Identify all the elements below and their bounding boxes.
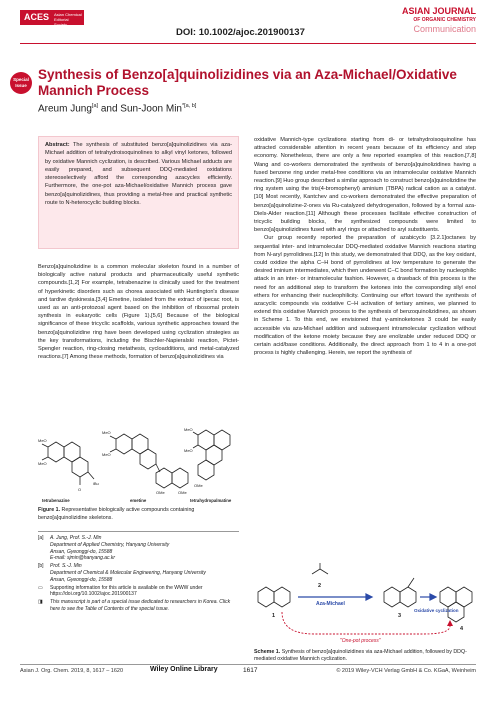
affiliation-b bbox=[38, 563, 239, 583]
figure-1 bbox=[38, 425, 239, 505]
author-2-affil: *[a, b] bbox=[182, 103, 197, 109]
figure-label-emetine: emetine bbox=[130, 498, 147, 503]
svg-text:MeO: MeO bbox=[184, 448, 193, 453]
aces-logo-text: ACES bbox=[24, 12, 50, 22]
svg-text:MeO: MeO bbox=[38, 461, 47, 466]
compound-1-number: 1 bbox=[272, 613, 276, 619]
body-right-column bbox=[254, 136, 476, 357]
svg-text:iBu: iBu bbox=[93, 481, 99, 486]
aces-logo-subtitle: Asian Chemical Editorial Society bbox=[54, 12, 82, 27]
scheme-1-caption bbox=[254, 649, 476, 663]
figure-label-tetrahydropalmatine: tetrahydropalmatine bbox=[190, 498, 232, 503]
body-paragraph: Benzo[a]quinolizidine is a common molecular skeleton found in a number of biologically active natural products and pharmaceutically useful synthetic compounds.[1,2] For example, tetrabenazine is clinically used for the treatment of hyperkinetic disorders such as chorea associated with Huntington's disease and tardive dyskinesia.[3,4] Emetine, isolated from the extract of ipecac root, is used as an anti-protozoal agent based on the inhibition of ribosomal protein synthesis in eukaryotic cells (Figure 1).[5,6] Because of the biological significance of these tricyclic scaffolds, various synthetic approaches toward the benzo[a]quinolizidine ring have been developed using cyclization strategies as the key transformations, including the Bischler-Napieralski reaction, Pictet-Spengler reaction, ring-closing metathesis, cycloadditions, and metal-catalyzed reactions.[7] Among these methods, formation of benzo[a]quinolizidines via bbox=[38, 264, 239, 361]
abstract-label: Abstract: bbox=[45, 142, 70, 148]
footnotes bbox=[38, 535, 239, 614]
author-2: Sun-Joon Min bbox=[120, 103, 182, 115]
author-conjunction: and bbox=[98, 103, 121, 115]
header-divider bbox=[20, 43, 476, 44]
footnote-divider bbox=[38, 531, 239, 532]
page-number: 1617 bbox=[243, 667, 258, 674]
scheme-1-caption-text: Synthesis of benzo[a]quinolizidines via aza-Michael addition, followed by DDQ-mediated oxidative Mannich cyclization. bbox=[254, 649, 467, 663]
svg-text:OMe: OMe bbox=[194, 483, 203, 488]
body-paragraph: Our group recently reported the preparation of azabicyclo [3.2.1]octanes by sequential inter- and intramolecular DDQ-mediated oxidative Mannich reactions starting from N-aryl pyrrolidines.[12] In this study, we demonstrated that DDQ, as the key oxidant, could oxidize the alpha C–H bond of pyrrolidines at low temperature to generate the desired iminium intermediates, which then underwent C–C bond formation by nucleophilic attack in an inter- or intramolecular fashion. However, a drawback of this process is the need for an additional step to transform the ketones into the corresponding silyl enol ethers for enhancing their nucleophilicity. Continuing our effort toward the synthesis of azacyclic compounds via oxidative C–H activation of tertiary amines, we planned to extend this oxidative Mannich process to the synthesis of benzoquinolizidines, as shown in Scheme 1. To this end, we envisioned that γ-aminoketones 3 could be easily accessible via aza-Michael addition and subsequent intramolecular cyclization without modification of the ketone moiety because they are enolizable under reduced DDQ or certain acid/base conditions. Additionally, the direct approach from 1 to 4 in a one-pot process is highly challenging. Herein, we report the synthesis of bbox=[254, 235, 476, 357]
journal-logo bbox=[402, 7, 476, 34]
article-title: Synthesis of Benzo[a]quinolizidines via an Aza-Michael/Oxidative Mannich Process bbox=[38, 67, 457, 98]
special-issue-note[interactable] bbox=[38, 599, 239, 613]
special-issue-icon: ◨ bbox=[38, 599, 43, 606]
body-left-column bbox=[38, 263, 239, 361]
wiley-online-library-link[interactable]: Wiley Online Library bbox=[150, 666, 218, 673]
figure-1-caption-label: Figure 1. bbox=[38, 507, 61, 513]
footer-divider bbox=[20, 664, 476, 665]
author-list bbox=[38, 103, 196, 114]
figure-1-caption bbox=[38, 507, 239, 522]
special-issue-badge: Special Issue bbox=[10, 72, 32, 94]
scheme-label-aza-michael: Aza-Michael bbox=[316, 601, 345, 607]
journal-subname: OF ORGANIC CHEMISTRY bbox=[413, 17, 476, 23]
body-paragraph: oxidative Mannich-type cyclizations starting from di- or tetrahydroisoquinoline has attracted considerable attention in recent years because of its efficiency and step economy. Nonetheless, there are only a few reported examples of this reaction.[7,8] Wang and co-workers demonstrated the synthesis of benzo[a]quinolizidines having a fused benzene ring under metal-free conditions via an intramolecular oxidative Mannich reaction.[9] Huo group described a similar approach to construct benzo[a]quinolizidine the ring system using the tris(4-bromophenyl) aminium (TBPA) radical cation as a catalyst.[10] Most recently, Kantchev and co-workers demonstrated the effective preparation of benzo[a]quinolizine-2-ones via Ru-catalyzed dehydrogenation, followed by a formal aza-Diels-Alder reaction.[11] Although these processes facilitate effective construction of tricyclic building blocks, the synthesized compounds were limited to benzo[a]quinolizidines fused with aryl rings or attached to aryl substituents. bbox=[254, 137, 477, 234]
svg-text:O: O bbox=[78, 487, 82, 492]
compound-3-number: 3 bbox=[398, 613, 402, 619]
affiliation-a bbox=[38, 535, 239, 562]
footer-citation: Asian J. Org. Chem. 2019, 8, 1617 – 1620 bbox=[20, 668, 124, 674]
figure-1-caption-text: Representative biologically active compounds containing benzo[a]quinolizidine skeletons. bbox=[38, 507, 195, 521]
affiliation-a-text: A. Jung, Prof. S.-J. Min Department of Applied Chemistry, Hanyang University Ansan, Gyeonggi-do, 15588 E-mail: sjmin@hanyang.ac.kr bbox=[50, 535, 170, 562]
affiliation-b-tag: [b] bbox=[38, 563, 44, 570]
scheme-label-one-pot: "One-pot process" bbox=[340, 638, 381, 644]
footer-copyright: © 2019 Wiley-VCH Verlag GmbH & Co. KGaA, Weinheim bbox=[336, 668, 476, 674]
svg-text:MeO: MeO bbox=[102, 452, 111, 457]
author-1-affil: [a] bbox=[91, 103, 99, 109]
scheme-1-caption-label: Scheme 1. bbox=[254, 649, 281, 655]
svg-text:OMe: OMe bbox=[178, 490, 187, 495]
article-type: Communication bbox=[413, 24, 476, 34]
supporting-info-text[interactable]: Supporting information for this article is available on the WWW under https://doi.org/10.1002/ajoc.201900137 bbox=[50, 584, 203, 598]
scheme-label-oxidative: Oxidative cyclization bbox=[414, 608, 459, 613]
scheme-1-graphic bbox=[254, 562, 476, 648]
figure-label-tetrabenazine: tetrabenazine bbox=[42, 498, 70, 503]
abstract-box bbox=[38, 136, 239, 249]
svg-text:OMe: OMe bbox=[156, 490, 165, 495]
affiliation-a-tag: [a] bbox=[38, 535, 44, 541]
scheme-1 bbox=[254, 562, 476, 648]
svg-text:MeO: MeO bbox=[102, 430, 111, 435]
svg-text:MeO: MeO bbox=[38, 438, 47, 443]
document-icon: ▭ bbox=[38, 584, 43, 591]
aces-logo bbox=[20, 10, 84, 25]
compound-2-number: 2 bbox=[318, 583, 322, 589]
affiliation-b-text: Prof. S.-J. Min Department of Chemical & Molecular Engineering, Hanyang University Ansan, Gyeonggi-do, 15588 bbox=[50, 563, 206, 583]
journal-name: ASIAN JOURNAL bbox=[401, 6, 476, 16]
supporting-info[interactable] bbox=[38, 585, 239, 599]
doi-text[interactable]: DOI: 10.1002/ajoc.201900137 bbox=[176, 27, 305, 38]
compound-4-number: 4 bbox=[460, 626, 464, 632]
figure-1-structures bbox=[38, 425, 239, 505]
special-issue-note-text[interactable]: This manuscript is part of a special issue dedicated to researchers in Korea. Click here to see the Table of Contents of the special issue. bbox=[50, 599, 231, 612]
abstract-text: The synthesis of substituted benzo[a]quinolizidines via aza-Michael addition of tetrahydroisoquinolines to alkyl vinyl ketones, followed by oxidative Mannich cyclization, is described. Various Michael adducts are easily prepared, and subsequent DDQ-mediated oxidations stereoselectively afford the corresponding azacycles efficiently. Furthermore, the one-pot aza-Michael/oxidative Mannich process gave benzo[a]quinolizidines, thus providing a metal-free and practical synthetic route to N-heterocyclic building blocks. bbox=[45, 142, 232, 207]
author-1: Areum Jung bbox=[38, 103, 92, 115]
svg-text:MeO: MeO bbox=[184, 427, 193, 432]
